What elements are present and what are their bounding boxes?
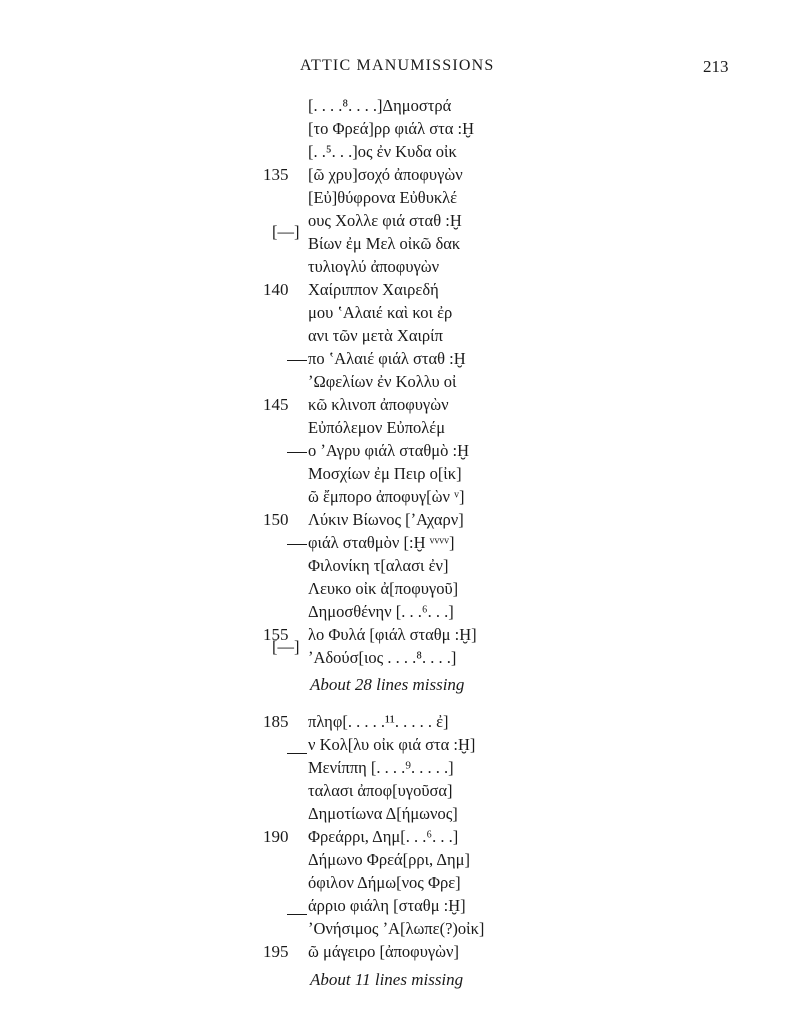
inscription-line: λο Φυλά [φιάλ σταθμ :Ḫ] — [308, 625, 477, 644]
inscription-line: ʼΟνήσιμος ʼΑ[λωπε(?)οἰκ] — [308, 919, 485, 938]
inscription-line: μου ʽΑλαιέ καὶ κοι ἐρ — [308, 303, 453, 322]
inscription-line: Δήμωνο Φρεά[ρρι, Δημ] — [308, 850, 470, 869]
line-number: 150 — [263, 510, 289, 529]
line-number: 185 — [263, 712, 289, 731]
inscription-line: Μενίππη [. . . .⁹. . . . .] — [308, 758, 454, 777]
bracket-dash: [—] — [272, 222, 300, 241]
missing-lines-note: About 11 lines missing — [310, 970, 464, 989]
inscription-line: πληφ[. . . . .¹¹. . . . . ἐ] — [308, 712, 449, 731]
inscription-line: [ῶ χρυ]σοχό ἀποφυγὼν — [308, 165, 463, 184]
page-number: 213 — [703, 57, 729, 76]
inscription-line: Λύκιν Βίωνος [ʼΑχαρν] — [308, 510, 464, 529]
inscription-line: Φιλονίκη τ[αλασι ἐν] — [308, 556, 449, 575]
inscription-line: ʼΑδούσ[ιος . . . .⁸. . . .] — [308, 648, 457, 667]
margin-dash — [287, 753, 307, 754]
inscription-line: φιάλ σταθμὸν [:Ḫ ᵛᵛᵛᵛ] — [308, 533, 455, 552]
margin-dash — [287, 360, 307, 361]
inscription-line: [. . . .⁸. . . .]Δημοστρά — [308, 96, 452, 115]
inscription-line: [. .⁵. . .]ος ἐν Κυδα οἰκ — [308, 142, 457, 161]
inscription-line: ν Κολ[λυ οἰκ φιά στα :Ḫ] — [308, 735, 476, 754]
inscription-line: Φρεάρρι, Δημ[. . .⁶. . .] — [308, 827, 459, 846]
margin-dash — [287, 914, 307, 915]
inscription-line: Χαίριππον Χαιρεδή — [308, 280, 439, 299]
inscription-line: [το Φρεά]ρρ φιάλ στα :Ḫ — [308, 119, 474, 138]
inscription-line: Εὐπόλεμον Εὐπολέμ — [308, 418, 446, 437]
inscription-line: ῶ ἔμπορο ἀποφυγ[ὼν ᵛ] — [308, 487, 465, 506]
inscription-line: [Εὐ]θύφρονα Εὐθυκλέ — [308, 188, 458, 207]
inscription-line: κῶ κλινοπ ἀποφυγὼν — [308, 395, 449, 414]
running-title: ATTIC MANUMISSIONS — [300, 57, 495, 74]
inscription-line: Βίων ἐμ Μελ οἰκῶ δακ — [308, 234, 461, 253]
inscription-line: Δημοτίωνα Δ[ήμωνος] — [308, 804, 458, 823]
line-number: 140 — [263, 280, 289, 299]
inscription-line: Δημοσθένην [. . .⁶. . .] — [308, 602, 454, 621]
inscription-line: πο ʽΑλαιέ φιάλ σταθ :Ḫ — [308, 349, 466, 368]
inscription-line: άρριο φιάλη [σταθμ :Ḫ] — [308, 896, 466, 915]
line-number: 190 — [263, 827, 289, 846]
line-number: 155 — [263, 625, 289, 644]
line-number: 135 — [263, 165, 289, 184]
inscription-line: Λευκο οἰκ ἀ[ποφυγοῦ] — [308, 579, 459, 598]
inscription-line: ους Χολλε φιά σταθ :Ḫ — [308, 211, 462, 230]
inscription-line: ανι τῶν μετὰ Χαιρίπ — [308, 326, 443, 345]
margin-dash — [287, 452, 307, 453]
inscription-line: ῶ μάγειρο [ἀποφυγὼν] — [308, 942, 459, 961]
inscription-line: όφιλον Δήμω[νος Φρε] — [308, 873, 461, 892]
inscription-line: ο ʼΑγρυ φιάλ σταθμὸ :Ḫ — [308, 441, 469, 460]
inscription-line: τυλιογλύ ἀποφυγὼν — [308, 257, 440, 276]
line-number: 145 — [263, 395, 289, 414]
margin-dash — [287, 544, 307, 545]
bracket-dash: [—] — [272, 637, 300, 656]
line-number: 195 — [263, 942, 289, 961]
inscription-line: Μοσχίων ἐμ Πειρ ο[ἰκ] — [308, 464, 462, 483]
inscription-line: ταλασι ἀποφ[υγοῦσα] — [308, 781, 453, 800]
inscription-line: ʼΩφελίων ἐν Κολλυ οἰ — [308, 372, 457, 391]
missing-lines-note: About 28 lines missing — [310, 675, 465, 694]
